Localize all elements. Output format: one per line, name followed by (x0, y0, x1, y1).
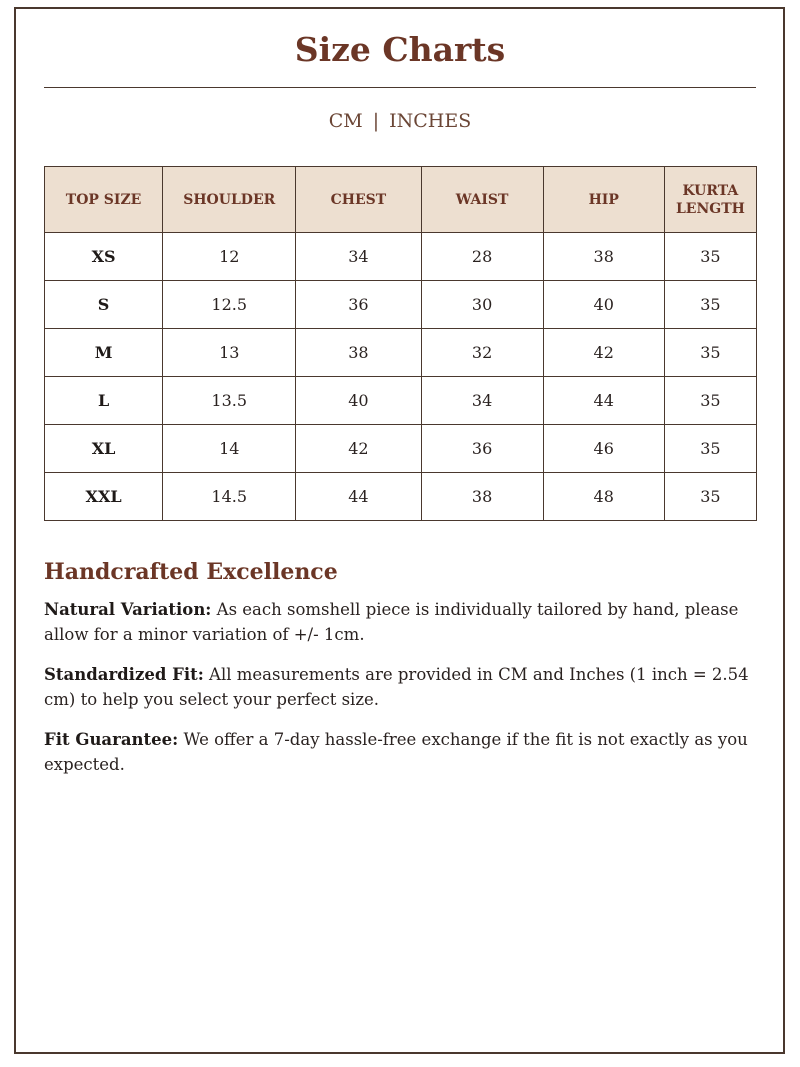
page-title: Size Charts (294, 30, 506, 69)
column-header-kurta-length: KURTA LENGTH (664, 167, 756, 233)
kurta-length-value: 35 (664, 281, 756, 329)
hip-value: 44 (543, 377, 664, 425)
unit-cm-option[interactable]: CM (328, 110, 363, 132)
hip-value: 38 (543, 233, 664, 281)
unit-inches-option[interactable]: INCHES (389, 110, 472, 132)
size-chart-table (44, 166, 757, 521)
hip-value: 48 (543, 473, 664, 521)
unit-separator: | (372, 110, 380, 132)
note-label: Natural Variation: (44, 600, 212, 619)
note-text: As each somshell piece is individually tailored by hand, please allow for a minor variation of +/- 1cm. (44, 600, 739, 644)
table-row (45, 377, 757, 425)
table-row (45, 233, 757, 281)
note-standardized-fit (44, 662, 774, 712)
hip-value: 40 (543, 281, 664, 329)
table-row (45, 281, 757, 329)
shoulder-value: 12.5 (163, 281, 296, 329)
column-header-chest: CHEST (296, 167, 421, 233)
kurta-length-value: 35 (664, 425, 756, 473)
hip-value: 42 (543, 329, 664, 377)
kurta-length-value: 35 (664, 377, 756, 425)
column-header-top-size: TOP SIZE (45, 167, 163, 233)
waist-value: 30 (421, 281, 543, 329)
column-header-shoulder: SHOULDER (163, 167, 296, 233)
size-chart-panel (14, 7, 785, 1054)
unit-toggle (0, 108, 800, 134)
size-label: XL (45, 425, 163, 473)
shoulder-value: 13.5 (163, 377, 296, 425)
shoulder-value: 14 (163, 425, 296, 473)
note-text: All measurements are provided in CM and Inches (1 inch = 2.54 cm) to help you select your perfect size. (44, 665, 749, 709)
size-label: M (45, 329, 163, 377)
chest-value: 34 (296, 233, 421, 281)
chest-value: 42 (296, 425, 421, 473)
waist-value: 38 (421, 473, 543, 521)
column-header-hip: HIP (543, 167, 664, 233)
note-label: Fit Guarantee: (44, 730, 179, 749)
table-body (45, 233, 757, 521)
size-label: S (45, 281, 163, 329)
chest-value: 36 (296, 281, 421, 329)
note-fit-guarantee (44, 727, 774, 777)
shoulder-value: 13 (163, 329, 296, 377)
chest-value: 38 (296, 329, 421, 377)
size-label: XS (45, 233, 163, 281)
kurta-length-value: 35 (664, 233, 756, 281)
chest-value: 44 (296, 473, 421, 521)
table-header-row (45, 167, 757, 233)
note-natural-variation (44, 597, 774, 647)
waist-value: 34 (421, 377, 543, 425)
section-heading: Handcrafted Excellence (44, 559, 338, 585)
shoulder-value: 12 (163, 233, 296, 281)
chest-value: 40 (296, 377, 421, 425)
note-label: Standardized Fit: (44, 665, 204, 684)
hip-value: 46 (543, 425, 664, 473)
kurta-length-value: 35 (664, 473, 756, 521)
title-divider (44, 87, 756, 88)
kurta-length-value: 35 (664, 329, 756, 377)
table-header (45, 167, 757, 233)
table-row (45, 473, 757, 521)
size-label: XXL (45, 473, 163, 521)
table-row (45, 425, 757, 473)
column-header-waist: WAIST (421, 167, 543, 233)
table-row (45, 329, 757, 377)
size-label: L (45, 377, 163, 425)
note-text: We offer a 7-day hassle-free exchange if the fit is not exactly as you expected. (44, 730, 748, 774)
waist-value: 32 (421, 329, 543, 377)
waist-value: 28 (421, 233, 543, 281)
waist-value: 36 (421, 425, 543, 473)
shoulder-value: 14.5 (163, 473, 296, 521)
